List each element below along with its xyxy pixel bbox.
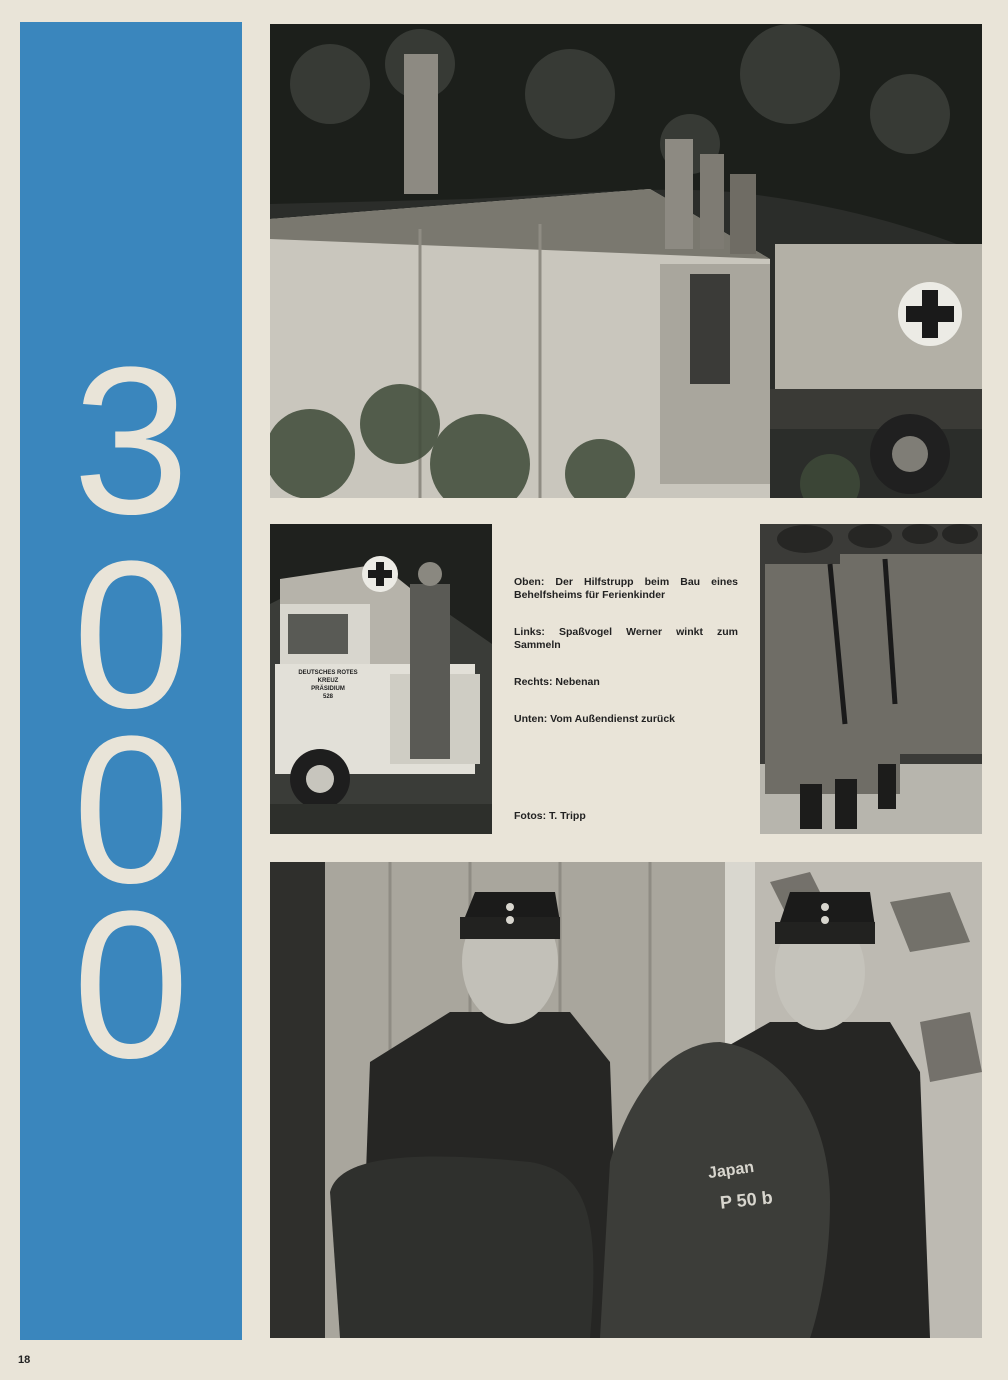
truck-door-text-3: 528 [322,694,333,700]
headline-digit-2: 0 [72,517,190,752]
caption-block [514,576,738,823]
headline-digit-1: 3 [72,323,190,558]
bag-text-number: P 50 b [719,1187,774,1213]
caption-rechts: Rechts: Nebenan [514,676,600,688]
caption-links: Links: Spaßvogel Werner winkt zum Sammeln [514,626,738,651]
headline-digit-3: 0 [72,692,190,927]
page-number: 18 [18,1354,31,1366]
bag-text-japan: Japan [706,1158,756,1183]
truck-door-text-2: PRÄSIDIUM [311,686,345,692]
photo-truck-werner [270,524,492,834]
caption-oben: Oben: Der Hilfstrupp beim Bau eines Behelfsheims für Ferienkinder [514,576,738,601]
headline-digit-4: 0 [72,867,190,1102]
photo-soldiers-duffel-bags [270,862,982,1338]
photo-soldiers-marching [760,524,982,834]
photo-hut-construction [270,24,982,498]
truck-door-text: DEUTSCHES ROTES KREUZ [298,670,358,684]
caption-unten: Unten: Vom Außendienst zurück [514,713,676,725]
caption-credits: Fotos: T. Tripp [514,810,586,822]
